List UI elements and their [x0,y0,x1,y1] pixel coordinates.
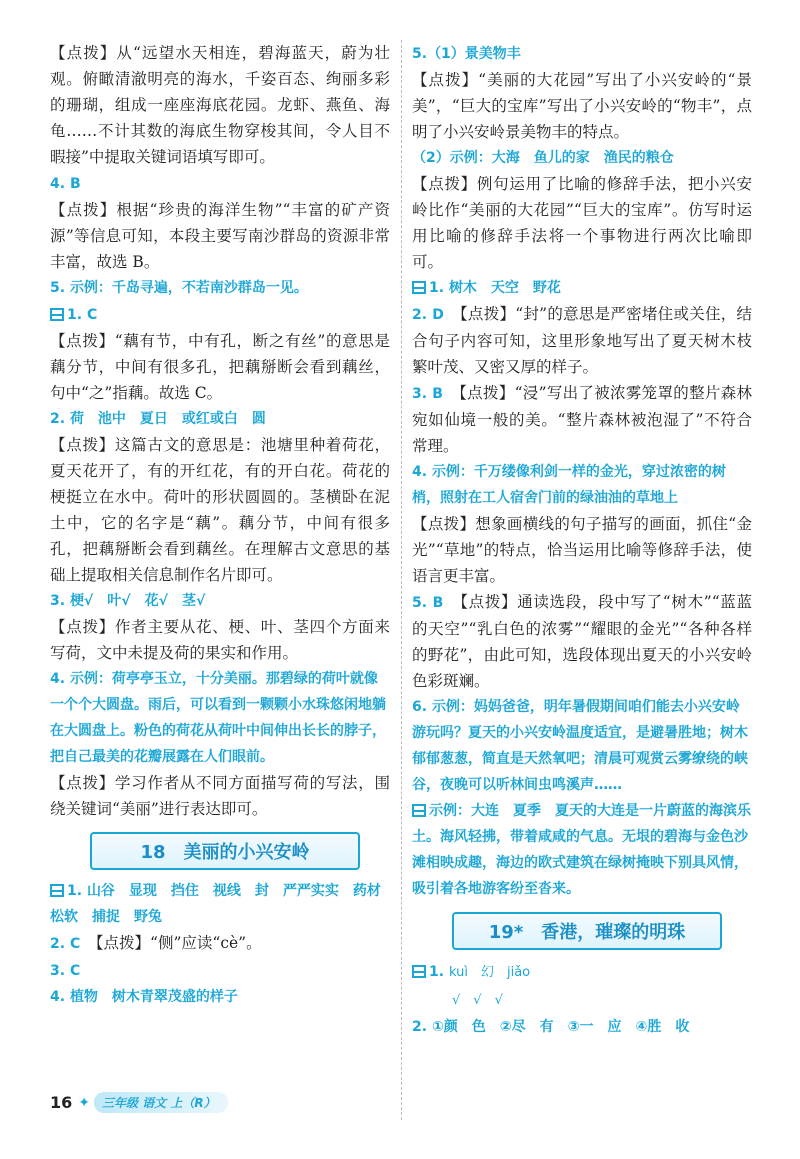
logo-icon: ✦ [78,1094,90,1111]
section-three-icon [412,804,426,817]
lesson18-q4: 4. 植物 树木青翠茂盛的样子 [50,989,238,1005]
tip: 【点拨】这篇古文的意思是：池塘里种着荷花，夏天花开了，有的开红花，有的开白花。荷花的梗挺立在水中。荷叶的形状圆圆的。茎横卧在泥土中，它的名字是“藕”。藕分节，中间有很多孔，把藕掰断会看到藕丝。在理解古文意思的基础上提取相关信息制作名片即可。 [50,436,390,584]
column-divider [401,40,402,1120]
left-column [50,40,395,1010]
section-one-icon [412,965,426,978]
question-5: 5. 示例：千岛寻遍，不若南沙群岛一见。 [50,280,308,296]
section2-q3: 3. 梗√ 叶√ 花√ 茎√ [50,593,206,609]
lesson18-q1: 1. 山谷 显现 挡住 视线 封 严严实实 药材 松软 捕捉 野兔 [50,883,395,925]
section2-q5: 5. B 【点拨】通读选段，段中写了“树木”“蓝蓝的天空”“乳白色的浓雾”“耀眼的金光”“各种各样的野花”，由此可知，选段体现出夏天的小兴安岭色彩斑斓。 [412,593,752,690]
question-5: 5.（1）景美物丰 [412,46,521,62]
lesson18-q2: 2. C 【点拨】“侧”应读“cè”。 [50,934,262,952]
section2-q4: 4. 示例：荷亭亭玉立，十分美丽。那碧绿的荷叶就像一个个大圆盘。雨后，可以看到一颗颗小水珠悠闲地躺在大圆盘上。粉色的荷花从荷叶中间伸出长长的脖子，把自己最美的花瓣展露在人们眼前。 [50,671,386,765]
section2-q2: 2. 荷 池中 夏日 或红或白 圆 [50,411,266,427]
section2-q3: 3. B 【点拨】“浸”写出了被浓雾笼罩的整片森林宛如仙境一般的美。“整片森林被泡湿了”不符合常理。 [412,384,752,455]
grade-subject-badge: 三年级 语文 上（R） [94,1092,228,1113]
section2-q1: 1. 树木 天空 野花 [412,275,752,301]
paragraph: 【点拨】从“远望水天相连，碧海蓝天，蔚为壮观。俯瞰清澈明亮的海水，千姿百态、绚丽多彩的珊瑚，组成一座座海底花园。龙虾、燕鱼、海龟……不计其数的海底生物穿梭其间，令人目不暇接”中提取关键词语填写即可。 [50,44,390,166]
lesson18-q3: 3. C [50,963,81,979]
section-two-icon [50,308,64,321]
tip: 【点拨】作者主要从花、梗、叶、茎四个方面来写荷，文中未提及荷的果实和作用。 [50,618,390,662]
section2-q2: 2. D 【点拨】“封”的意思是严密堵住或关住，结合句子内容可知，这里形象地写出了夏天树木枝繁叶茂、又密又厚的样子。 [412,305,752,376]
question-5-2: （2）示例：大海 鱼儿的家 渔民的粮仓 [412,150,674,166]
section-two-icon [412,281,426,294]
lesson-18-title: 18 美丽的小兴安岭 [90,832,360,870]
right-column [412,40,752,1040]
section3-answer: 示例：大连 夏季 夏天的大连是一片蔚蓝的海滨乐土。海风轻拂，带着咸咸的气息。无垠的碧海与金色沙滩相映成趣，海边的欧式建筑在绿树掩映下别具风情，吸引着各地游客纷至沓来。 [412,803,751,897]
section2-q1: 1. C [50,301,390,328]
tip-4: 【点拨】根据“珍贵的海洋生物”“丰富的矿产资源”等信息可知，本段主要写南沙群岛的资源非常丰富，故选 B。 [50,201,390,271]
tip: 【点拨】例句运用了比喻的修辞手法，把小兴安岭比作“美丽的大花园”“巨大的宝库”。仿写时运用比喻的修辞手法将一个事物进行两次比喻即可。 [412,175,752,271]
section-one-icon [50,884,64,897]
lesson19-q1: 1. kuì 幻 jiǎo √ √ √ [412,958,752,1014]
tip: 【点拨】想象画横线的句子描写的画面，抓住“金光”“草地”的特点，恰当运用比喻等修辞手法，使语言更丰富。 [412,515,752,585]
section2-q6: 6. 示例：妈妈爸爸，明年暑假期间咱们能去小兴安岭游玩吗？夏天的小兴安岭温度适宜，是避暑胜地；树木郁郁葱葱，简直是天然氧吧；清晨可观赏云雾缭绕的峡谷，夜晚可以听林间虫鸣溪声…… [412,699,748,793]
tip: 【点拨】学习作者从不同方面描写荷的写法，围绕关键词“美丽”进行表达即可。 [50,774,390,818]
lesson19-q2: 2. ①颜 色 ②尽 有 ③一 应 ④胜 收 [412,1019,690,1035]
tip: 【点拨】“美丽的大花园”写出了小兴安岭的“景美”，“巨大的宝库”写出了小兴安岭的“物丰”，点明了小兴安岭景美物丰的特点。 [412,71,752,141]
tip: 【点拨】“藕有节，中有孔，断之有丝”的意思是藕分节，中间有很多孔，把藕掰断会看到藕丝，句中“之”指藕。故选 C。 [50,332,390,402]
question-4: 4. B [50,176,81,192]
section2-q4: 4. 示例：千万缕像利剑一样的金光，穿过浓密的树梢，照射在工人宿舍门前的绿油油的草地上 [412,464,726,506]
page-number: 16 [50,1093,73,1112]
lesson-19-title: 19* 香港，璀璨的明珠 [452,912,722,950]
page-footer [50,1092,228,1113]
